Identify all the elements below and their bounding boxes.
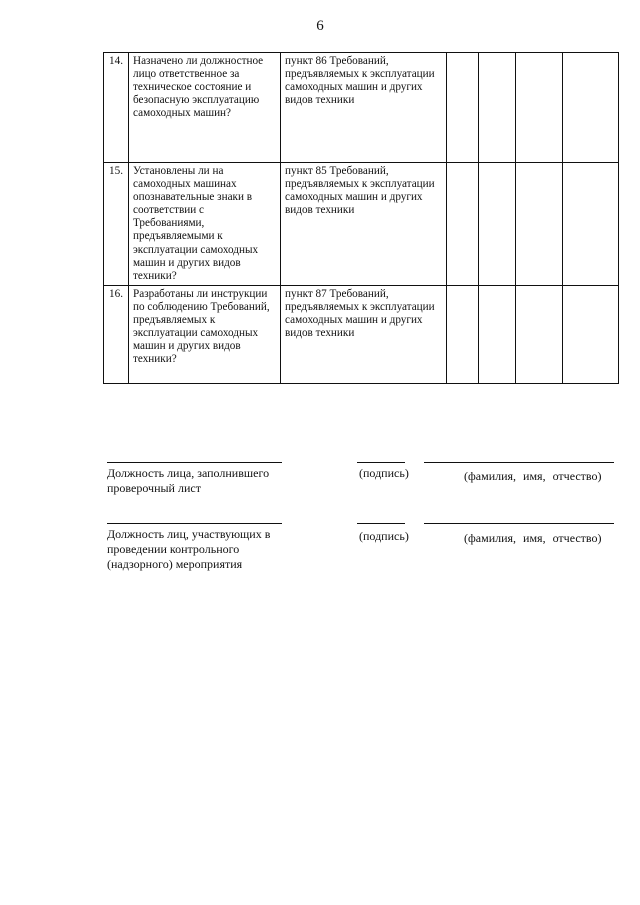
answer-cell-no: [479, 163, 516, 286]
row-question: Установлены ли на самоходных машинах опознавательные знаки в соответствии с Требованиями, предъявляемыми к эксплуатации самоходных машин и других видов техники?: [129, 163, 281, 286]
position-label: Должность лиц, участвующих в проведении контрольного (надзорного) мероприятия: [107, 527, 271, 571]
row-reference: пункт 87 Требований, предъявляемых к эксплуатации самоходных машин и других видов техники: [281, 285, 447, 383]
row-number: 15.: [104, 163, 129, 286]
signature-line: [357, 462, 405, 463]
answer-cell-yes: [447, 53, 479, 163]
answer-cell-no: [479, 53, 516, 163]
row-number: 14.: [104, 53, 129, 163]
row-number: 16.: [104, 285, 129, 383]
row-question: Разработаны ли инструкции по соблюдению Требований, предъявляемых к эксплуатации самоходных машин и других видов техники?: [129, 285, 281, 383]
name-line: [424, 523, 614, 524]
name-caption: (фамилия, имя, отчество): [464, 531, 602, 545]
page-number: 6: [316, 18, 324, 34]
answer-cell-na: [516, 53, 563, 163]
row-reference: пункт 86 Требований, предъявляемых к эксплуатации самоходных машин и других видов техники: [281, 53, 447, 163]
position-line: [107, 523, 282, 524]
answer-cell-na: [516, 163, 563, 286]
answer-cell-note: [563, 53, 619, 163]
table-row: [104, 163, 619, 286]
answer-cell-na: [516, 285, 563, 383]
answer-cell-note: [563, 285, 619, 383]
row-reference: пункт 85 Требований, предъявляемых к эксплуатации самоходных машин и других видов техники: [281, 163, 447, 286]
answer-cell-note: [563, 163, 619, 286]
answer-cell-yes: [447, 285, 479, 383]
signature-line: [357, 523, 405, 524]
name-caption: (фамилия, имя, отчество): [464, 469, 602, 483]
position-line: [107, 462, 282, 463]
name-line: [424, 462, 614, 463]
signature-caption: (подпись): [359, 466, 409, 480]
answer-cell-no: [479, 285, 516, 383]
table-row: [104, 53, 619, 163]
position-label: Должность лица, заполнившего проверочный лист: [107, 466, 270, 495]
checklist-table: [103, 52, 619, 384]
signature-caption: (подпись): [359, 529, 409, 543]
table-row: [104, 285, 619, 383]
row-question: Назначено ли должностное лицо ответственное за техническое состояние и безопасную эксплуатацию самоходных машин?: [129, 53, 281, 163]
answer-cell-yes: [447, 163, 479, 286]
